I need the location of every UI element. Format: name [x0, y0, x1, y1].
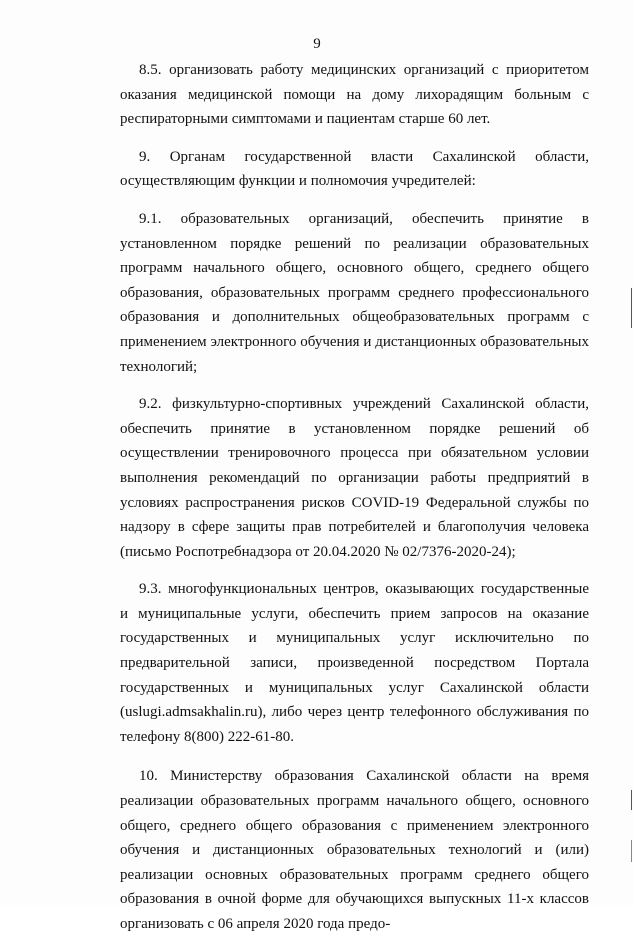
- scan-edge-mark: [631, 840, 632, 862]
- paragraph-9: 9. Органам государственной власти Сахалинской области, осуществляющим функции и полномочия учредителей:: [120, 148, 589, 190]
- page-number: 9: [313, 36, 321, 52]
- document-body: [120, 58, 589, 937]
- paragraph-9-1: 9.1. образовательных организаций, обеспечить принятие в установленном порядке решений по реализации образовательных программ начального общего, основного общего, среднего общего образования, образовательных программ среднего профессионального образования и дополнительных общеобразовательных программ с применением электронного обучения и дистанционных образовательных технологий;: [120, 210, 589, 375]
- scan-edge-mark: [631, 790, 632, 810]
- scan-edge-mark: [631, 288, 632, 328]
- paragraph-9-3: 9.3. многофункциональных центров, оказывающих государственные и муниципальные услуги, обеспечить прием запросов на оказание государственных и муниципальных услуг исключительно по предварительной записи, произведенной посредством Портала государственных и муниципальных услуг Сахалинской области (uslugi.admsakhalin.ru), либо через центр телефонного обслуживания по телефону 8(800) 222-61-80.: [120, 581, 589, 745]
- paragraph-9-2: 9.2. физкультурно-спортивных учреждений Сахалинской области, обеспечить принятие в установленном порядке решений об осуществлении тренировочного процесса при обязательном условии выполнения рекомендаций по организации работы предприятий в условиях распространения рисков COVID-19 Федеральной службы по надзору в сфере защиты прав потребителей и благополучия человека (письмо Роспотребнадзора от 20.04.2020 № 02/7376-2020-24);: [120, 396, 589, 560]
- paragraph-8-5: 8.5. организовать работу медицинских организаций с приоритетом оказания медицинской помощи на дому лихорадящим больным с респираторными симптомами и пациентам старше 60 лет.: [120, 62, 589, 128]
- paragraph-10: 10. Министерству образования Сахалинской области на время реализации образовательных программ начального общего, основного общего, среднего общего образования с применением электронного обучения и дистанционных образовательных технологий и (или) реализации основных образовательных программ среднего общего образования в очной форме для обучающихся выпускных 11-х классов организовать с 06 апреля 2020 года предо-: [120, 768, 589, 932]
